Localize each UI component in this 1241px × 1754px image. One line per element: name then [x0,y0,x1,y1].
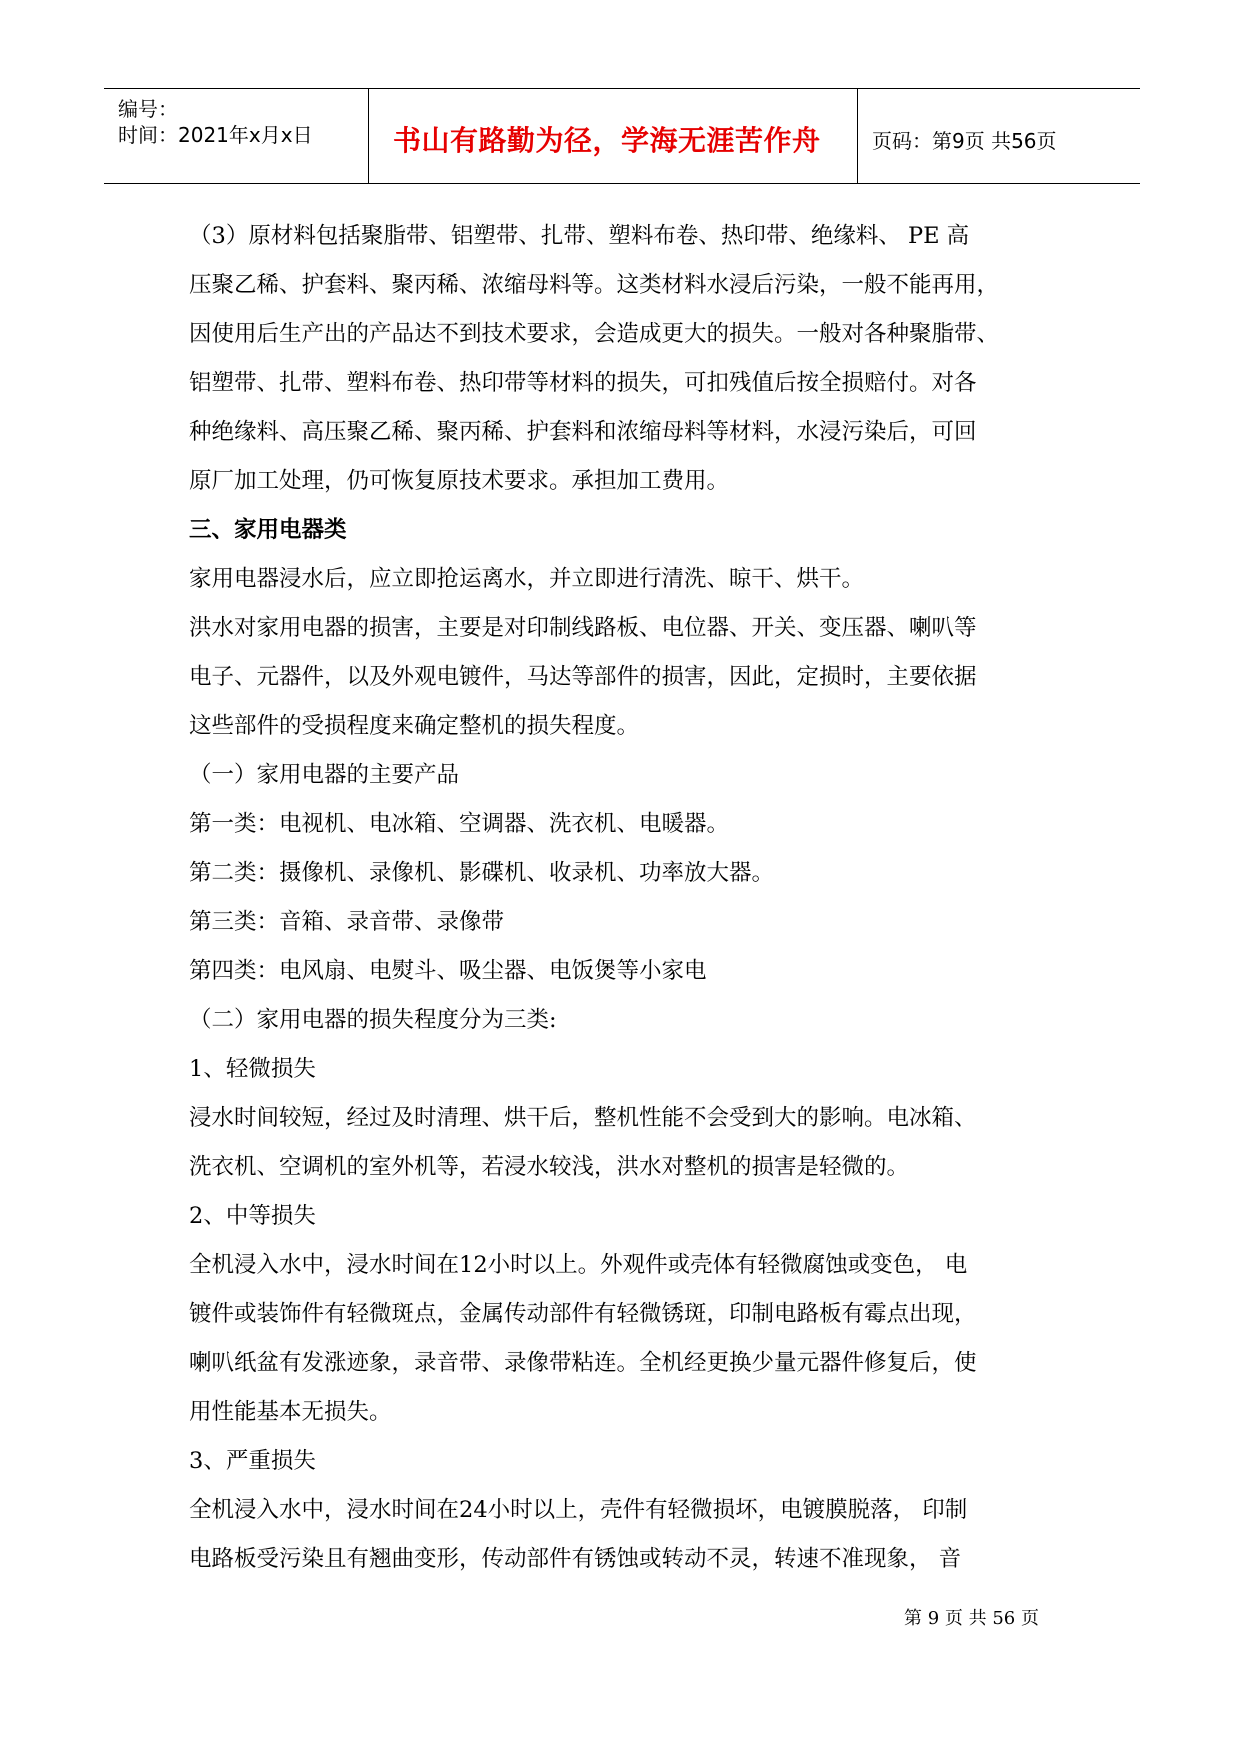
body-line: 镀件或装饰件有轻微斑点，金属传动部件有轻微锈斑，印制电路板有霉点出现， [189,1301,977,1327]
body-line: 洗衣机、空调机的室外机等，若浸水较浅，洪水对整机的损害是轻微的。 [189,1154,910,1180]
body-line: 全机浸入水中，浸水时间在12小时以上。外观件或壳体有轻微腐蚀或变色， 电 [189,1252,968,1278]
subsection-heading: （二）家用电器的损失程度分为三类: [189,1007,557,1033]
header-motto: 书山有路勤为径，学海无涯苦作舟 [393,124,821,157]
document-time-label: 时间：2021年x月x日 [118,123,313,147]
section-heading: 三、家用电器类 [189,517,347,543]
body-line: 用性能基本无损失。 [189,1399,392,1425]
page-footer: 第 9 页 共 56 页 [904,1608,1039,1629]
body-line: 洪水对家用电器的损害，主要是对印制线路板、电位器、开关、变压器、喇叭等 [189,615,977,641]
body-line: 种绝缘料、高压聚乙稀、聚丙稀、护套料和浓缩母料等材料，水浸污染后，可回 [189,419,977,445]
document-number-label: 编号： [118,97,178,121]
body-line: 浸水时间较短，经过及时清理、烘干后，整机性能不会受到大的影响。电冰箱、 [189,1105,977,1131]
subsection-heading: （一）家用电器的主要产品 [189,762,460,788]
body-line: 喇叭纸盆有发涨迹象，录音带、录像带粘连。全机经更换少量元器件修复后，使 [189,1350,977,1376]
body-line: （3）原材料包括聚脂带、铝塑带、扎带、塑料布卷、热印带、绝缘料、 PE 高 [189,223,970,249]
body-line: 第三类：音箱、录音带、录像带 [189,909,505,935]
header-info-cell [104,89,369,183]
body-line: 第一类：电视机、电冰箱、空调器、洗衣机、电暖器。 [189,811,730,837]
header-page-cell [858,89,1140,183]
body-line: 第四类：电风扇、电熨斗、吸尘器、电饭煲等小家电 [189,958,707,984]
header-motto-cell [369,89,858,183]
body-line: 铝塑带、扎带、塑料布卷、热印带等材料的损失，可扣残值后按全损赔付。对各 [189,370,977,396]
document-body [189,212,1069,1584]
body-line: 第二类：摄像机、录像机、影碟机、收录机、功率放大器。 [189,860,775,886]
page-header [104,88,1140,184]
body-line: 压聚乙稀、护套料、聚丙稀、浓缩母料等。这类材料水浸后污染，一般不能再用， [189,272,1000,298]
body-line: 电路板受污染且有翘曲变形，传动部件有锈蚀或转动不灵，转速不准现象， 音 [189,1546,962,1572]
header-page-number: 页码：第9页 共56页 [872,129,1057,153]
body-line: 原厂加工处理，仍可恢复原技术要求。承担加工费用。 [189,468,730,494]
body-line: 因使用后生产出的产品达不到技术要求，会造成更大的损失。一般对各种聚脂带、 [189,321,1000,347]
body-line: 家用电器浸水后，应立即抢运离水，并立即进行清洗、晾干、烘干。 [189,566,865,592]
body-line: 电子、元器件，以及外观电镀件，马达等部件的损害，因此，定损时，主要依据 [189,664,977,690]
body-line: 这些部件的受损程度来确定整机的损失程度。 [189,713,640,739]
item-heading: 3、严重损失 [189,1448,316,1474]
item-heading: 2、中等损失 [189,1203,316,1229]
item-heading: 1、轻微损失 [189,1056,316,1082]
body-line: 全机浸入水中，浸水时间在24小时以上，壳件有轻微损坏，电镀膜脱落， 印制 [189,1497,968,1523]
